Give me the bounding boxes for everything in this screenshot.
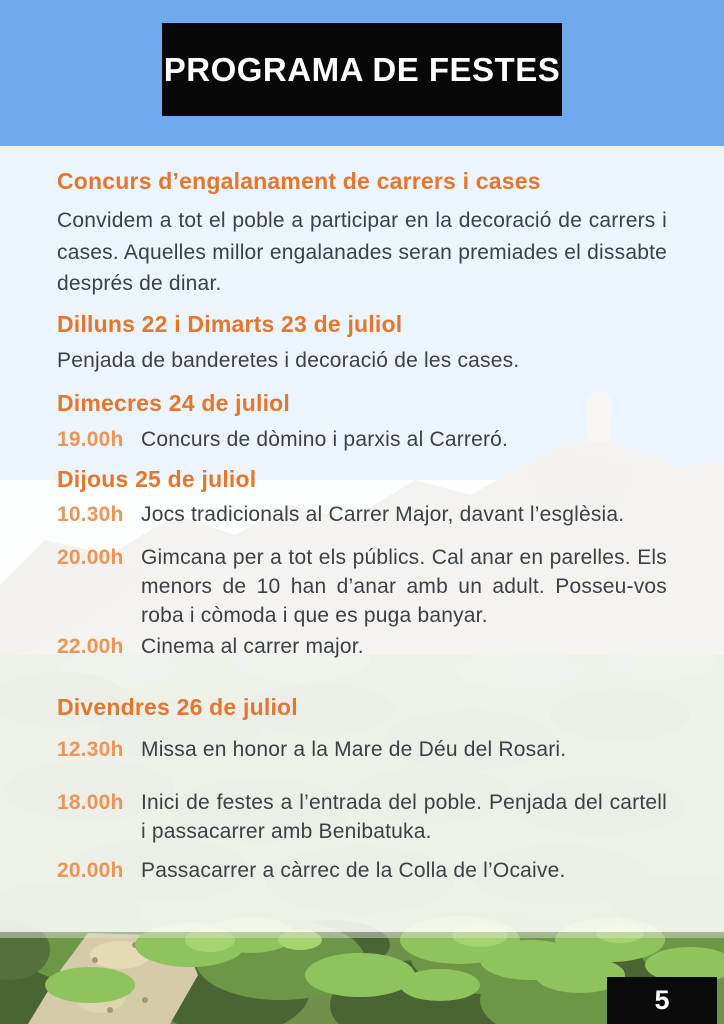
event-text: Penjada de banderetes i decoració de les cases.: [57, 349, 520, 373]
event-text: Missa en honor a la Mare de Déu del Rosari.: [141, 738, 567, 762]
section-heading: Dilluns 22 i Dimarts 23 de juliol: [57, 310, 403, 337]
event-row: [57, 426, 667, 455]
event-row: [57, 857, 667, 886]
event-row: [57, 347, 667, 376]
event-list: [57, 347, 667, 376]
event-text: Concurs de dòmino i parxis al Carreró.: [141, 427, 509, 451]
page-title: PROGRAMA DE FESTES: [163, 50, 561, 88]
page-number: 5: [654, 985, 670, 1015]
section-heading: Concurs d’engalanament de carrers i cases: [57, 168, 541, 194]
event-time: 10.30h: [57, 502, 124, 526]
event-time: 18.00h: [57, 791, 124, 815]
event-time: 19.00h: [57, 427, 124, 451]
event-list: [57, 736, 667, 886]
event-list: [57, 426, 667, 455]
page-number-box: [607, 977, 717, 1024]
event-row: [57, 789, 667, 847]
event-time: 20.00h: [57, 545, 124, 569]
sections: [0, 146, 724, 886]
event-list: [57, 501, 667, 662]
section-heading: Dijous 25 de juliol: [57, 466, 257, 493]
event-text: Gimcana per a tot els públics. Cal anar en parelles. Els menors de 10 han d’anar amb un adult. Posseu-vos roba i còmoda i que es puga banyar.: [141, 545, 667, 627]
program-section: [57, 168, 667, 299]
event-time: 22.00h: [57, 634, 124, 658]
event-row: [57, 544, 667, 631]
event-text: Inici de festes a l’entrada del poble. Penjada del cartell i passacarrer amb Benibatuka.: [141, 791, 667, 844]
title-banner: [162, 23, 562, 116]
event-time: 12.30h: [57, 738, 124, 762]
section-body: Convidem a tot el poble a participar en la decoració de carrers i cases. Aquelles millor engalanades seran premiades el dissabte després de dinar.: [57, 209, 667, 295]
event-text: Jocs tradicionals al Carrer Major, davant l’esglèsia.: [141, 502, 625, 526]
event-row: [57, 736, 667, 765]
event-text: Passacarrer a càrrec de la Colla de l’Ocaive.: [141, 859, 566, 883]
program-section: [57, 466, 667, 661]
event-text: Cinema al carrer major.: [141, 634, 364, 658]
section-heading: Dimecres 24 de juliol: [57, 390, 291, 417]
photo-edge-light-band: [0, 932, 724, 938]
program-section: [57, 311, 667, 376]
event-time: 20.00h: [57, 859, 124, 883]
program-section: [57, 390, 667, 454]
event-row: [57, 501, 667, 530]
section-heading: Divendres 26 de juliol: [57, 693, 298, 720]
program-section: [57, 694, 667, 886]
event-row: [57, 633, 667, 662]
